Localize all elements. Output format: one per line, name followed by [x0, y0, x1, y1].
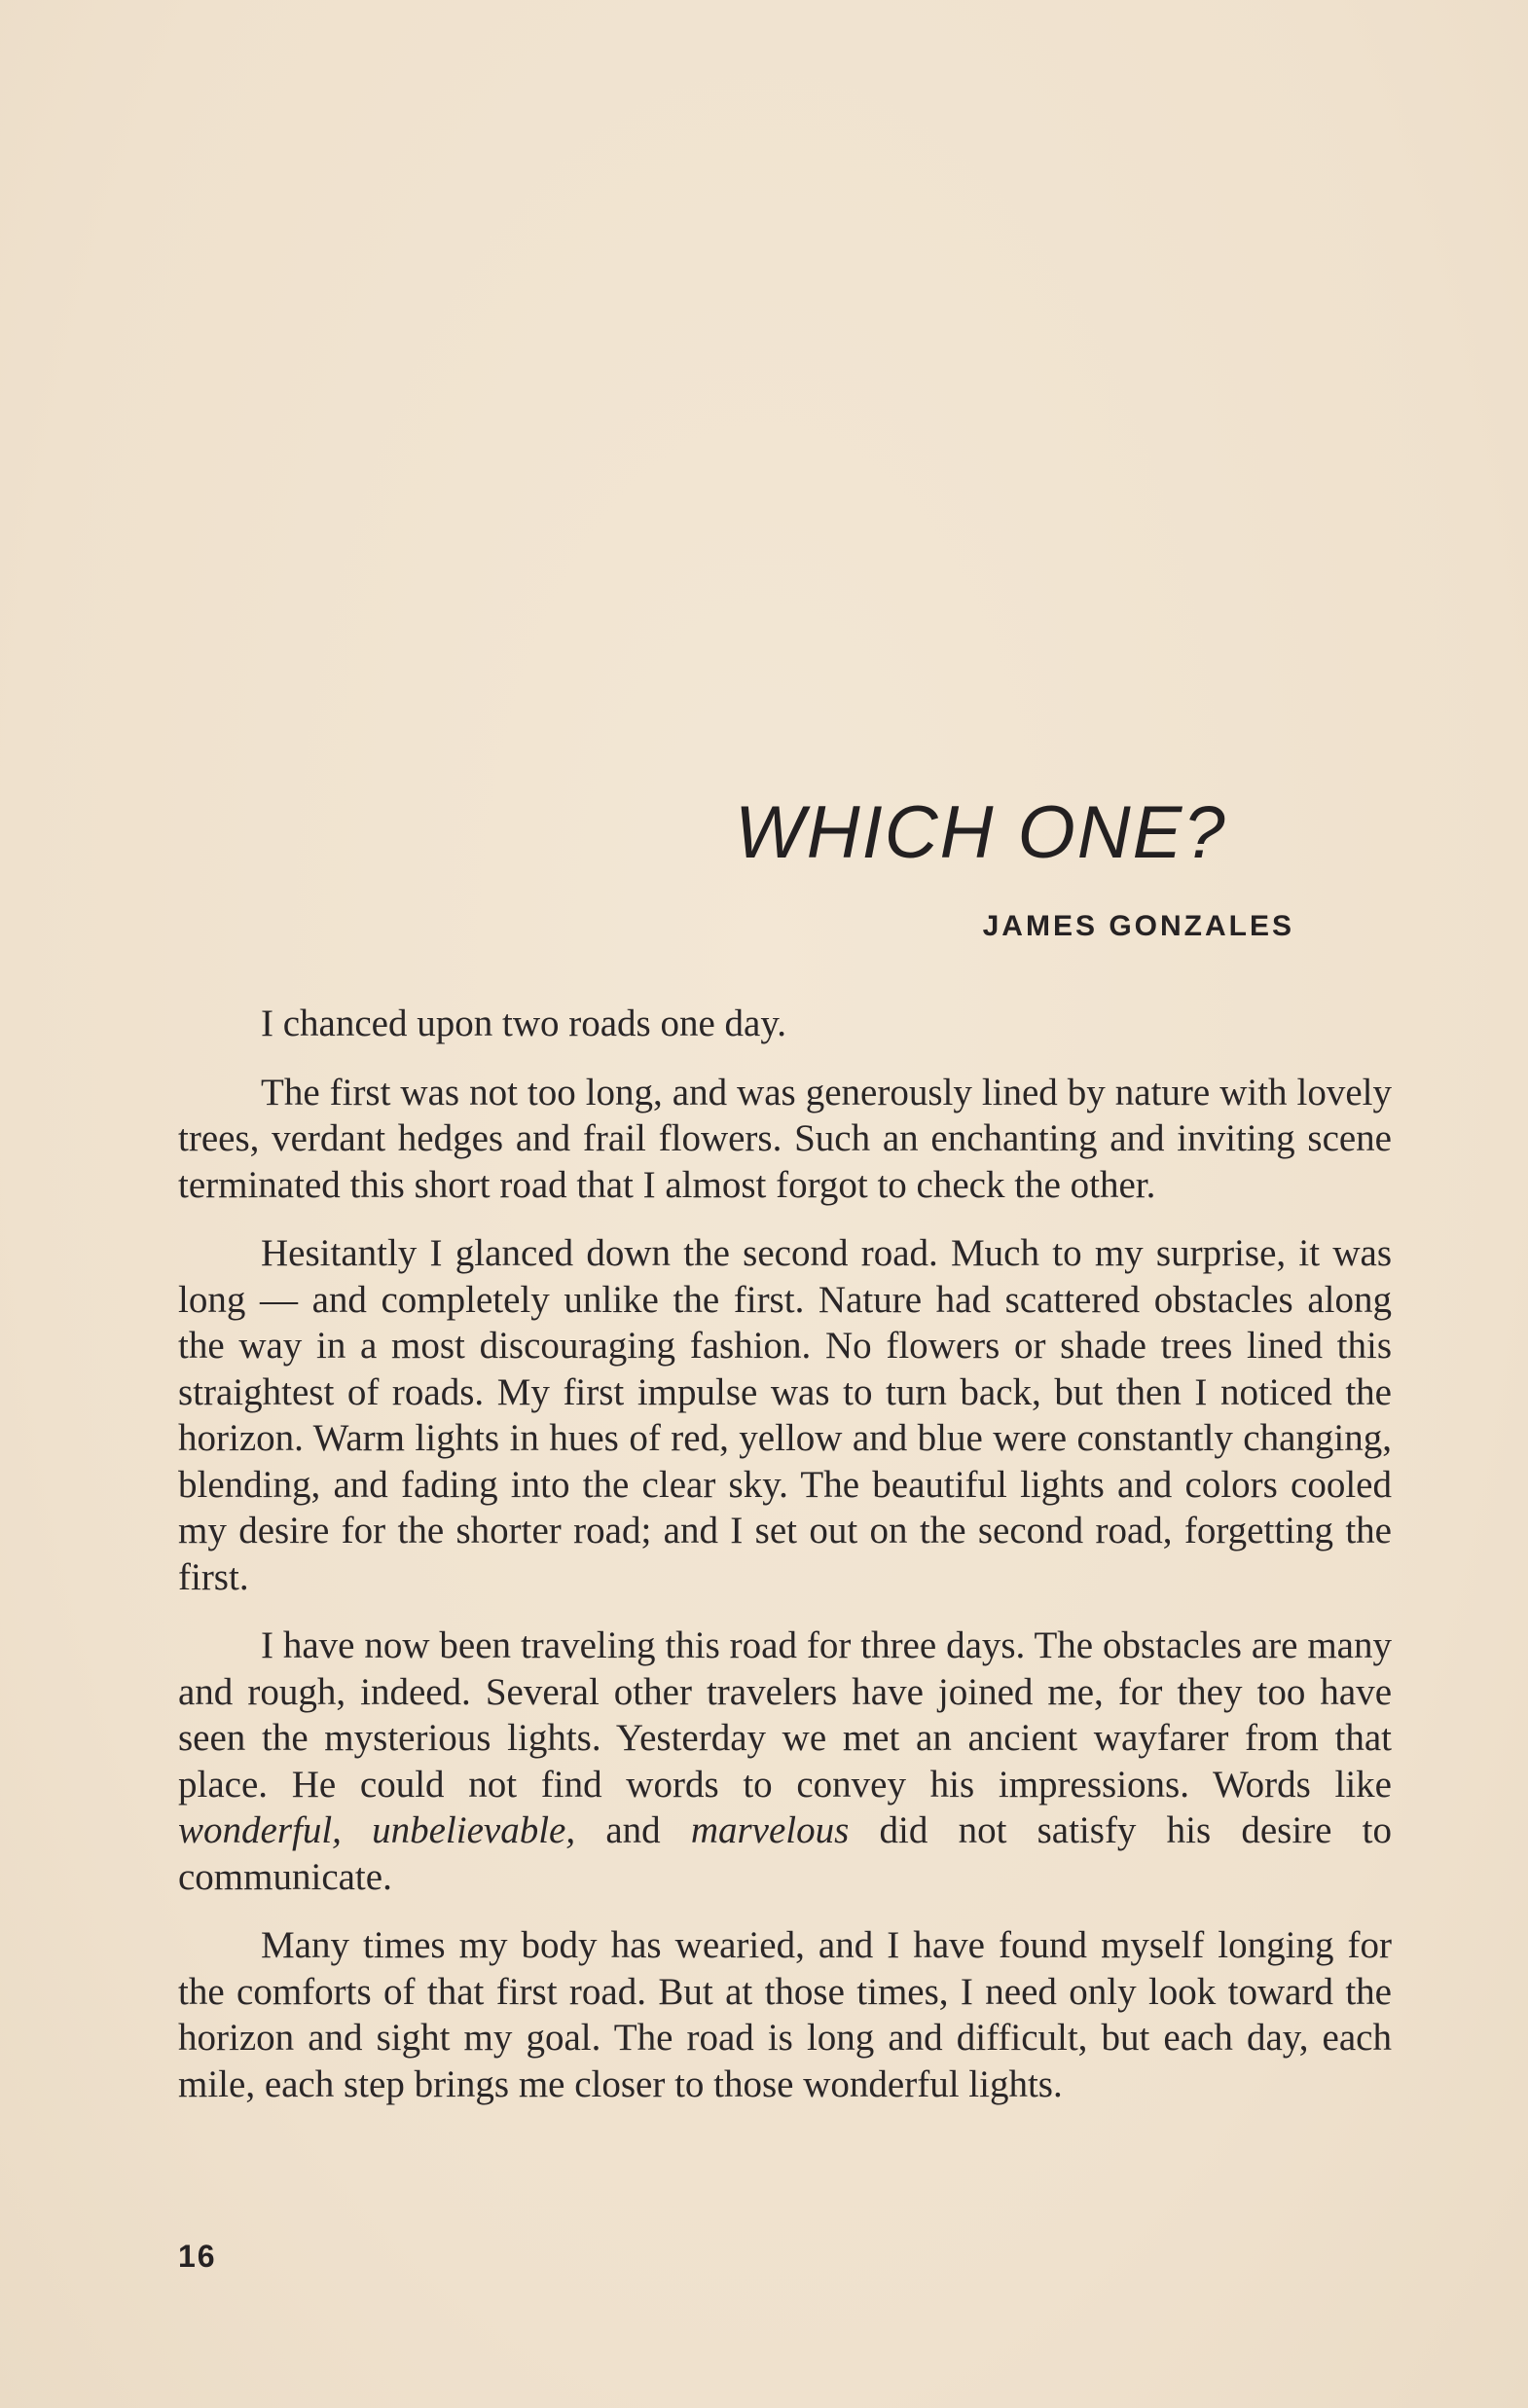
paragraph-4-text-before: I have now been traveling this road for three days. The obstacles are many and rough, indeed. Several other travelers have joined me, for they too have seen the mysterious lights. Yesterday we met an ancient wayfarer from that place. He could not find words to convey his impressions. Words like: [178, 1624, 1392, 1806]
paragraph-4-text-after: did not satisfy his desire to communicate.: [178, 1809, 1392, 1898]
paragraph-4-text-middle: and: [575, 1809, 691, 1851]
paragraph-2: The first was not too long, and was generously lined by nature with lovely trees, verdant hedges and frail flowers. Such an enchanting and inviting scene terminated this short road that I almost forgot to check the other.: [178, 1071, 1392, 1206]
page-number: 16: [178, 2239, 217, 2274]
article-body: [178, 1001, 1392, 2107]
paragraph-1: I chanced upon two roads one day.: [261, 1003, 787, 1044]
paragraph-3: Hesitantly I glanced down the second road. Much to my surprise, it was long — and completely unlike the first. Nature had scattered obstacles along the way in a most discouraging fashion. No flowers or shade trees lined this straightest of roads. My first impulse was to turn back, but then I noticed the horizon. Warm lights in hues of red, yellow and blue were constantly changing, blending, and fading into the clear sky. The beautiful lights and colors cooled my desire for the shorter road; and I set out on the second road, forgetting the first.: [178, 1232, 1392, 1598]
paragraph-4-italic-words: wonderful, unbelievable,: [178, 1809, 576, 1851]
paragraph-4-italic-marvelous: marvelous: [690, 1809, 850, 1851]
article-title: WHICH ONE?: [735, 791, 1227, 874]
paragraph-4: [178, 1623, 1392, 1900]
paragraph-5: Many times my body has wearied, and I have found myself longing for the comforts of that first road. But at those times, I need only look toward the horizon and sight my goal. The road is long and difficult, but each day, each mile, each step brings me closer to those wonderful lights.: [178, 1924, 1392, 2105]
article-author: JAMES GONZALES: [982, 910, 1294, 942]
